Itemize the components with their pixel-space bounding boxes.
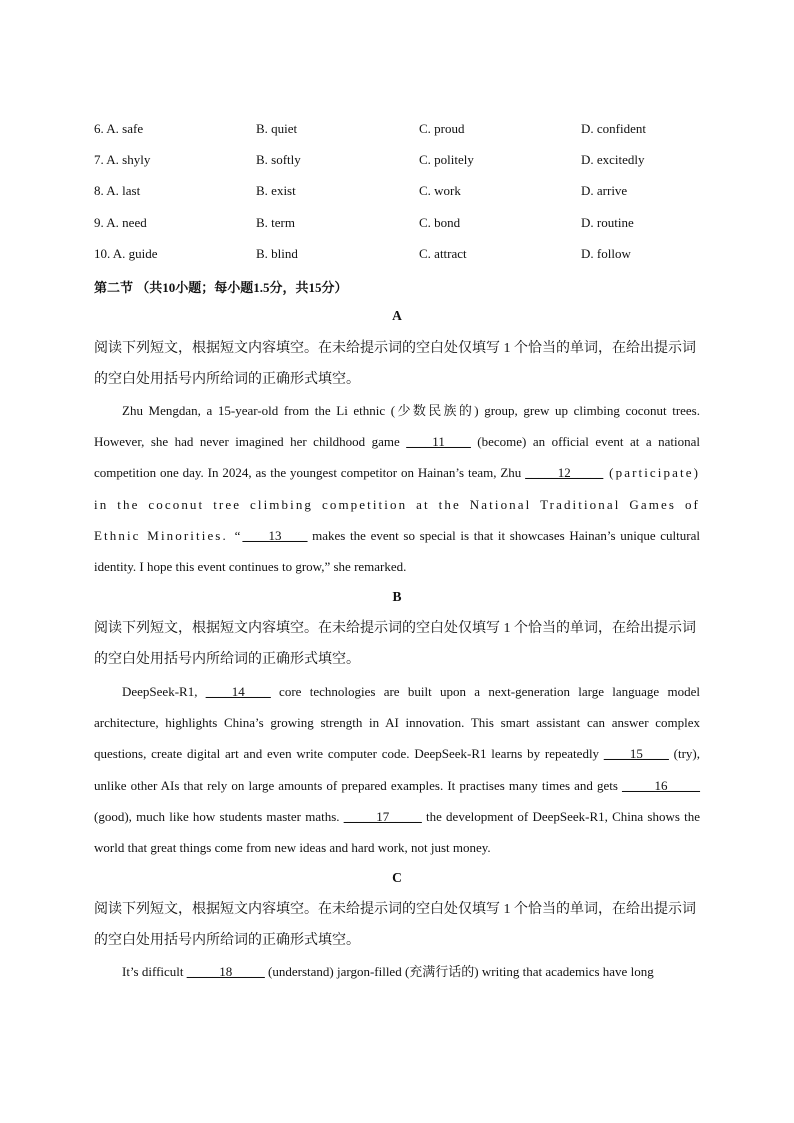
blank-17[interactable]: _____17_____ — [343, 808, 422, 824]
option-c[interactable]: C. politely — [419, 152, 474, 167]
blank-18[interactable]: _____18_____ — [186, 964, 265, 979]
passage-c-instruction: 阅读下列短文，根据短文内容填空。在未给提示词的空白处仅填写 1 个恰当的单词，在给出提示词的空白处用括号内所给词的正确形式填空。 — [94, 902, 696, 948]
option-b[interactable]: B. quiet — [256, 121, 298, 136]
option-d[interactable]: D. arrive — [581, 183, 628, 198]
passage-a-text: Zhu Mengdan, a 15-year-old from the Li ethnic (少数民族的) group, grew up climbing coconut trees. However, she had never imagined her childhood game ____11____ (become) an official event at a national competition one day. In 2024, as the youngest competitor on Hainan’s team, Zhu _____12_____ (participate) in the coconut tree climbing competition at the National Traditional Games of Ethnic Minorities. “____13____ makes the event so special is that it showcases Hainan’s unique cultural identity. I hope this event continues to grow,” she remarked. — [94, 403, 701, 575]
option-b[interactable]: B. softly — [256, 152, 301, 167]
option-b[interactable]: B. exist — [256, 183, 296, 198]
option-row-9 — [94, 215, 714, 235]
option-d[interactable]: D. routine — [581, 215, 634, 230]
option-row-6 — [94, 121, 714, 141]
option-d[interactable]: D. excitedly — [581, 152, 645, 167]
option-c[interactable]: C. attract — [419, 246, 467, 261]
blank-16[interactable]: _____16_____ — [622, 777, 700, 793]
passage-letter-a: A — [392, 308, 402, 323]
passage-b-instruction: 阅读下列短文，根据短文内容填空。在未给提示词的空白处仅填写 1 个恰当的单词，在给出提示词的空白处用括号内所给词的正确形式填空。 — [94, 621, 696, 667]
option-c[interactable]: C. bond — [419, 215, 461, 230]
option-b[interactable]: B. blind — [256, 246, 298, 261]
blank-12[interactable]: _____12_____ — [525, 465, 604, 481]
option-a[interactable]: 10. A. guide — [94, 246, 158, 261]
section-heading: 第二节 （共10小题；每小题1.5分，共15分） — [94, 280, 348, 295]
passage-c-text: It’s difficult _____18_____ (understand) jargon-filled (充满行话的) writing that academics have long — [122, 964, 654, 979]
option-c[interactable]: C. proud — [419, 121, 465, 136]
option-d[interactable]: D. follow — [581, 246, 631, 261]
blank-14[interactable]: ____14____ — [205, 684, 271, 699]
passage-letter-c: C — [392, 870, 402, 885]
option-a[interactable]: 7. A. shyly — [94, 152, 151, 167]
option-d[interactable]: D. confident — [581, 121, 646, 136]
passage-letter-b: B — [392, 589, 402, 604]
blank-11[interactable]: ____11____ — [406, 434, 471, 450]
passage-b-text: DeepSeek-R1, ____14____ core technologies are built upon a next-generation large language model architecture, highlights China’s growing strength in AI innovation. This smart assistant can answer complex questions, create digital art and even write computer code. DeepSeek-R1 learns by repeatedly ____15____ (try), unlike other AIs that rely on large amounts of prepared examples. It practises many times and gets _____16_____ (good), much like how students master maths. _____17_____ the development of DeepSeek-R1, China shows the world that great things come from new ideas and hard work, not just money. — [94, 684, 700, 856]
option-b[interactable]: B. term — [256, 215, 295, 230]
option-row-10 — [94, 246, 714, 266]
option-a[interactable]: 9. A. need — [94, 215, 147, 230]
option-row-8 — [94, 183, 714, 203]
passage-a-instruction: 阅读下列短文，根据短文内容填空。在未给提示词的空白处仅填写 1 个恰当的单词，在给出提示词的空白处用括号内所给词的正确形式填空。 — [94, 341, 696, 387]
option-a[interactable]: 6. A. safe — [94, 121, 144, 136]
option-row-7 — [94, 152, 714, 172]
blank-15[interactable]: ____15____ — [603, 746, 669, 762]
option-a[interactable]: 8. A. last — [94, 183, 141, 198]
option-c[interactable]: C. work — [419, 183, 461, 198]
blank-13[interactable]: ____13____ — [242, 527, 308, 543]
